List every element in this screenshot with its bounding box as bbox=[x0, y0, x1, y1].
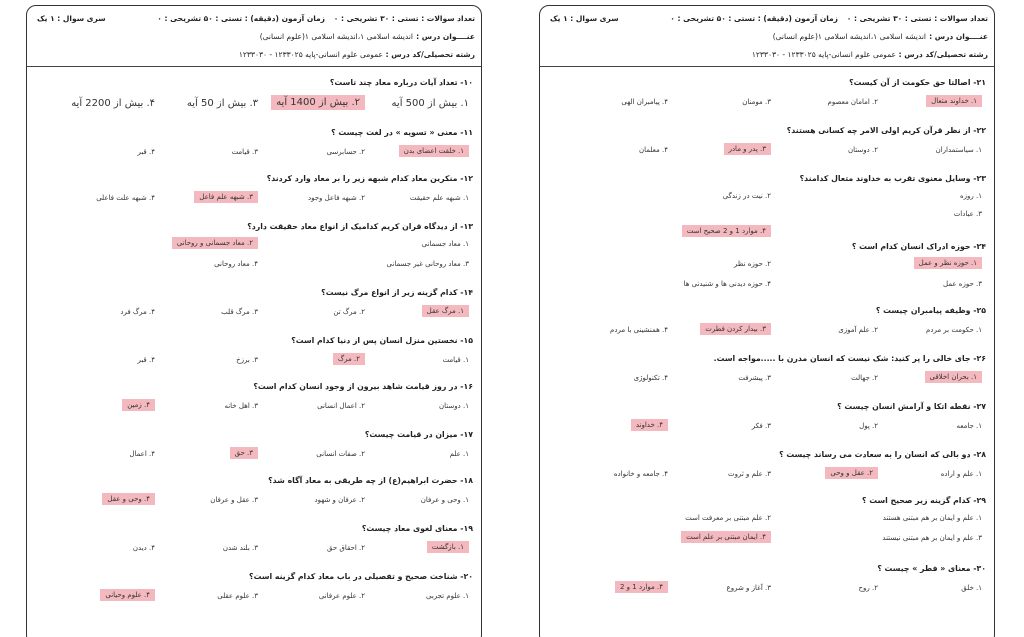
course-title-label: عنــــوان درس : bbox=[416, 32, 475, 41]
highlighted-answer-option[interactable]: ۲. بیش از 1400 آیه bbox=[271, 95, 365, 110]
answer-option[interactable]: ۳. قیامت bbox=[231, 148, 258, 156]
answer-option[interactable]: ۲. امامان معصوم bbox=[827, 98, 878, 106]
answer-option[interactable]: ۳. عبادات bbox=[953, 210, 982, 218]
answer-option[interactable]: ۱. خلق bbox=[961, 584, 982, 592]
question-text: ۲۱- اصالتا حق حکومت از آن کیست؟ bbox=[849, 78, 986, 87]
highlighted-answer-option[interactable]: ۱. خداوند متعال bbox=[926, 95, 982, 107]
answer-option[interactable]: ۲. اعمال انسانی bbox=[317, 402, 365, 410]
question-text: ۲۲- از نظر قرآن کریم اولی الامر چه کسانی هستند؟ bbox=[786, 126, 986, 135]
question-count: تعداد سوالات : تستی : ۳۰ تشریحی : ۰ bbox=[846, 14, 988, 23]
question-block bbox=[37, 572, 473, 632]
question-text: ۲۳- وسایل معنوی تقرب به خداوند متعال کدامند؟ bbox=[799, 174, 986, 183]
answer-option[interactable]: ۱. علوم تجربی bbox=[426, 592, 469, 600]
question-text: ۲۷- نقطه اتکا و آرامش انسان چیست ؟ bbox=[837, 402, 986, 411]
answer-option[interactable]: ۱. بیش از 500 آیه bbox=[391, 98, 469, 109]
question-count: تعداد سوالات : تستی : ۳۰ تشریحی : ۰ bbox=[333, 14, 475, 23]
highlighted-answer-option[interactable]: ۳. بیدار کردن فطرت bbox=[700, 323, 771, 335]
question-text: ۳۰- معنای « فطر » چیست ؟ bbox=[877, 564, 986, 573]
answer-option[interactable]: ۱. وحی و عرفان bbox=[420, 496, 469, 504]
highlighted-answer-option[interactable]: ۴. ایمان مبتنی بر علم است bbox=[681, 531, 771, 543]
question-block bbox=[550, 174, 986, 234]
answer-option[interactable]: ۲. عرفان و شهود bbox=[314, 496, 365, 504]
question-text: ۲۶- جای خالی را پر کنید: شک نیست که انسان مدرن با .....مواجه است. bbox=[713, 354, 986, 363]
answer-option[interactable]: ۴. قبر bbox=[137, 148, 155, 156]
question-text: ۲۹- کدام گزینه زیر صحیح است ؟ bbox=[861, 496, 986, 505]
highlighted-answer-option[interactable]: ۲. عقل و وحی bbox=[825, 467, 878, 479]
answer-option[interactable]: ۲. نیت در زندگی bbox=[722, 192, 771, 200]
answer-option[interactable]: ۲. حوزه نظر bbox=[734, 260, 771, 268]
answer-option[interactable]: ۳. مومنان bbox=[742, 98, 771, 106]
answer-option[interactable]: ۱. قیامت bbox=[442, 356, 469, 364]
question-block bbox=[37, 222, 473, 282]
question-text: ۱۰- تعداد آیات درباره معاد چند تاست؟ bbox=[329, 78, 473, 87]
exam-header bbox=[546, 12, 988, 67]
answer-option[interactable]: ۳. پیشرفت bbox=[738, 374, 771, 382]
answer-option[interactable]: ۱. شبهه علم حقیقت bbox=[409, 194, 469, 202]
course-title-value: اندیشه اسلامی ۱،اندیشه اسلامی ۱(علوم انسانی) bbox=[772, 32, 926, 41]
exam-header bbox=[33, 12, 475, 67]
answer-option[interactable]: ۲. صفات انسانی bbox=[316, 450, 365, 458]
answer-option[interactable]: ۱. حکومت بر مردم bbox=[926, 326, 982, 334]
highlighted-answer-option[interactable]: ۱. حوزه نظر و عمل bbox=[914, 257, 982, 269]
answer-option[interactable]: ۱. معاد جسمانی bbox=[421, 240, 469, 248]
answer-option[interactable]: ۲. مرگ تن bbox=[333, 308, 365, 316]
question-text: ۱۲- منکرین معاد کدام شبهه زیر را بر معاد وارد کردند؟ bbox=[266, 174, 473, 183]
answer-option[interactable]: ۳. بلند شدن bbox=[222, 544, 258, 552]
answer-option[interactable]: ۲. علوم عرفانی bbox=[318, 592, 365, 600]
answer-option[interactable]: ۳. علم و ثروت bbox=[728, 470, 771, 478]
course-title-value: اندیشه اسلامی ۱،اندیشه اسلامی ۱(علوم انسانی) bbox=[259, 32, 413, 41]
exam-time: زمان آزمون (دقیقه) : تستی : ۵۰ تشریحی : ۰ bbox=[670, 14, 838, 23]
highlighted-answer-option[interactable]: ۱. مرگ عقل bbox=[422, 305, 469, 317]
highlighted-answer-option[interactable]: ۲. معاد جسمانی و روحانی bbox=[172, 237, 258, 249]
answer-option[interactable]: ۳. مرگ قلب bbox=[221, 308, 258, 316]
question-text: ۱۸- حضرت ابراهیم(ع) از چه طریقی به معاد آگاه شد؟ bbox=[268, 476, 473, 485]
highlighted-answer-option[interactable]: ۱. بازگشت bbox=[427, 541, 469, 553]
answer-option[interactable]: ۱. علم bbox=[449, 450, 469, 458]
answer-option[interactable]: ۱. علم و ایمان بر هم مبتنی هستند bbox=[882, 514, 982, 522]
answer-option[interactable]: ۲. احقاق حق bbox=[327, 544, 365, 552]
answer-option[interactable]: ۲. روح bbox=[858, 584, 878, 592]
highlighted-answer-option[interactable]: ۴. موارد 1 و 2 صحیح است bbox=[682, 225, 771, 237]
answer-option[interactable]: ۲. پول bbox=[859, 422, 878, 430]
major-value: عمومی علوم انسانی-پایه ۱۲۳۳۰۲۵ - ۱۲۳۳۰۳۰ bbox=[238, 50, 383, 59]
exam-page-right bbox=[539, 5, 995, 637]
header-divider bbox=[27, 66, 481, 67]
highlighted-answer-option[interactable]: ۳. پدر و مادر bbox=[724, 143, 771, 155]
question-text: ۱۳- از دیدگاه قران کریم کدامیک از انواع معاد حقیقت دارد؟ bbox=[247, 222, 473, 231]
highlighted-answer-option[interactable]: ۳. حق bbox=[230, 447, 258, 459]
answer-option[interactable]: ۳. علوم عقلی bbox=[217, 592, 258, 600]
answer-option[interactable]: ۴. حوزه دیدنی ها و شنیدنی ها bbox=[683, 280, 771, 288]
answer-option[interactable]: ۳. فکر bbox=[751, 422, 771, 430]
answer-option[interactable]: ۳. آغاز و شروع bbox=[726, 584, 771, 592]
major-label: رشته تحصیلی/کد درس : bbox=[898, 50, 988, 59]
answer-option[interactable]: ۲. شبهه فاعل وجود bbox=[307, 194, 365, 202]
highlighted-answer-option[interactable]: ۱. خلقت اعضای بدن bbox=[399, 145, 469, 157]
answer-option[interactable]: ۴. بیش از 2200 آیه bbox=[71, 98, 155, 109]
question-series: سری سوال : ۱ یک bbox=[37, 14, 106, 23]
highlighted-answer-option[interactable]: ۴. موارد 1 و 2 bbox=[615, 581, 668, 593]
answer-option[interactable]: ۲. علم آموزی bbox=[838, 326, 878, 334]
question-text: ۲۰- شناخت صحیح و تفصیلی در باب معاد کدام گزینه است؟ bbox=[249, 572, 473, 581]
highlighted-answer-option[interactable]: ۱. بحران اخلاقی bbox=[925, 371, 983, 383]
question-text: ۱۶- در روز قیامت شاهد بیرون از وجود انسان کدام است؟ bbox=[253, 382, 473, 391]
answer-option[interactable]: ۳. بیش از 50 آیه bbox=[186, 98, 258, 109]
question-block bbox=[550, 564, 986, 624]
answer-option[interactable]: ۲. دوستان bbox=[848, 146, 878, 154]
answer-option[interactable]: ۳. معاد روحانی غیر جسمانی bbox=[386, 260, 469, 268]
question-text: ۱۴- کدام گزینه زیر از انواع مرگ نیست؟ bbox=[321, 288, 473, 297]
question-text: ۲۵- وظیفه پیامبران چیست ؟ bbox=[875, 306, 986, 315]
question-text: ۲۴- حوزه ادراک انسان کدام است ؟ bbox=[851, 242, 986, 251]
answer-option[interactable]: ۲. جهالت bbox=[851, 374, 878, 382]
question-text: ۲۸- دو بالی که انسان را به سعادت می رساند چیست ؟ bbox=[779, 450, 986, 459]
answer-option[interactable]: ۳. برزخ bbox=[236, 356, 258, 364]
answer-option[interactable]: ۱. علم و اراده bbox=[940, 470, 982, 478]
answer-option[interactable]: ۳. حوزه عمل bbox=[943, 280, 982, 288]
header-divider bbox=[540, 66, 994, 67]
answer-option[interactable]: ۴. قبر bbox=[137, 356, 155, 364]
question-series: سری سوال : ۱ یک bbox=[550, 14, 619, 23]
answer-option[interactable]: ۴. جامعه و خانواده bbox=[613, 470, 668, 478]
answer-option[interactable]: ۱. روزه bbox=[959, 192, 982, 200]
highlighted-answer-option[interactable]: ۲. مرگ bbox=[333, 353, 365, 365]
exam-page-left bbox=[26, 5, 482, 637]
highlighted-answer-option[interactable]: ۴. خداوند bbox=[631, 419, 668, 431]
major-label: رشته تحصیلی/کد درس : bbox=[385, 50, 475, 59]
major-value: عمومی علوم انسانی-پایه ۱۲۳۳۰۲۵ - ۱۲۳۳۰۳۰ bbox=[751, 50, 896, 59]
question-text: ۱۹- معنای لغوی معاد چیست؟ bbox=[361, 524, 473, 533]
answer-option[interactable]: ۲. علم مبتنی بر معرفت است bbox=[685, 514, 771, 522]
answer-option[interactable]: ۲. حسابرسی bbox=[326, 148, 365, 156]
answer-option[interactable]: ۴. پیامبران الهی bbox=[621, 98, 668, 106]
answer-option[interactable]: ۴. اعمال bbox=[129, 450, 155, 458]
highlighted-answer-option[interactable]: ۴. زمین bbox=[122, 399, 155, 411]
answer-option[interactable]: ۴. معاد روحانی bbox=[214, 260, 258, 268]
highlighted-answer-option[interactable]: ۴. وحی و عقل bbox=[102, 493, 155, 505]
highlighted-answer-option[interactable]: ۳. شبهه علم فاعل bbox=[194, 191, 258, 203]
answer-option[interactable]: ۱. جامعه bbox=[956, 422, 982, 430]
answer-option[interactable]: ۴. شبهه علت فاعلی bbox=[96, 194, 155, 202]
answer-option[interactable]: ۴. تکنولوژی bbox=[633, 374, 668, 382]
course-title-label: عنــــوان درس : bbox=[929, 32, 988, 41]
exam-time: زمان آزمون (دقیقه) : تستی : ۵۰ تشریحی : ۰ bbox=[157, 14, 325, 23]
answer-option[interactable]: ۴. مرگ فرد bbox=[120, 308, 155, 316]
answer-option[interactable]: ۳. عقل و عرفان bbox=[210, 496, 258, 504]
answer-option[interactable]: ۴. همنشینی با مردم bbox=[610, 326, 668, 334]
answer-option[interactable]: ۱. سیاستمداران bbox=[935, 146, 982, 154]
question-text: ۱۷- میزان در قیامت چیست؟ bbox=[364, 430, 473, 439]
answer-option[interactable]: ۳. اهل خانه bbox=[224, 402, 258, 410]
answer-option[interactable]: ۳. علم و ایمان بر هم مبتنی نیستند bbox=[882, 534, 982, 542]
highlighted-answer-option[interactable]: ۴. علوم وحیانی bbox=[100, 589, 155, 601]
answer-option[interactable]: ۴. دیدن bbox=[132, 544, 155, 552]
question-block bbox=[550, 496, 986, 556]
question-block bbox=[550, 242, 986, 302]
answer-option[interactable]: ۴. معلمان bbox=[639, 146, 668, 154]
answer-option[interactable]: ۱. دوستان bbox=[439, 402, 469, 410]
question-text: ۱۵- نخستین منزل انسان پس از دنیا کدام است؟ bbox=[291, 336, 473, 345]
question-text: ۱۱- معنی « تسویه » در لغت چیست ؟ bbox=[331, 128, 473, 137]
